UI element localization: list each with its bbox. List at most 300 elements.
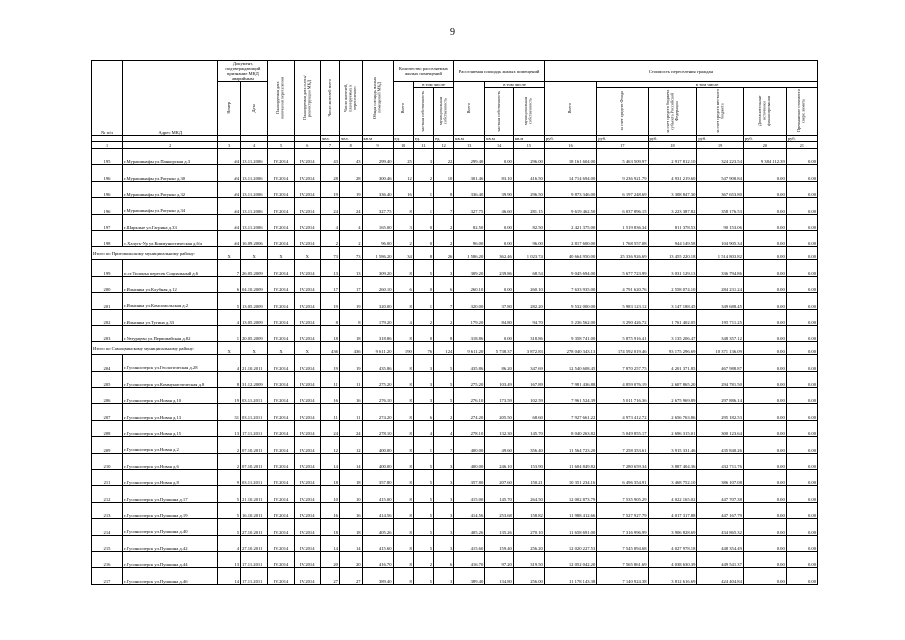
table-cell: 90 153.06 bbox=[697, 214, 743, 230]
table-cell: IV.2014 bbox=[268, 325, 294, 341]
table-cell: 319.50 bbox=[513, 551, 544, 567]
table-cell: 17 bbox=[339, 276, 362, 292]
table-cell: 389.40 bbox=[454, 568, 485, 584]
table-cell: 1 586.20 bbox=[454, 247, 485, 260]
table-row bbox=[92, 453, 818, 469]
table-cell: IV.2014 bbox=[294, 149, 320, 165]
table-cell: 389.40 bbox=[362, 568, 393, 584]
table-cell: 4 022 165.02 bbox=[648, 486, 697, 502]
table-cell: 6 bbox=[434, 551, 454, 567]
table-cell: 158.82 bbox=[513, 502, 544, 518]
table-cell: 0.00 bbox=[786, 437, 817, 453]
table-cell: 27.10.2011 bbox=[240, 535, 267, 551]
table-cell: 3 223 387.82 bbox=[648, 198, 697, 214]
table-row bbox=[92, 486, 818, 502]
table-cell: 0.00 bbox=[786, 309, 817, 325]
table-cell: 5 bbox=[413, 470, 433, 486]
table-cell: 1 bbox=[413, 181, 433, 197]
table-cell: IV.2014 bbox=[294, 309, 320, 325]
table-body bbox=[92, 149, 818, 585]
table-cell: 16.09.2006 bbox=[240, 230, 267, 246]
table-cell: 4 027 978.18 bbox=[648, 535, 697, 551]
table-cell: 0.00 bbox=[786, 551, 817, 567]
table-cell: 0.00 bbox=[743, 355, 786, 371]
table-cell: 18 bbox=[320, 325, 339, 341]
table-row bbox=[92, 198, 818, 214]
address-cell: г.Гусиноозерск ул.Новая д.6 bbox=[122, 453, 217, 469]
table-cell: 96.00 bbox=[362, 230, 393, 246]
table-cell: 24 bbox=[339, 420, 362, 436]
table-cell: 8 bbox=[393, 437, 413, 453]
table-cell: 0.00 bbox=[743, 309, 786, 325]
table-cell: 8 bbox=[434, 325, 454, 341]
table-cell: 282.20 bbox=[513, 293, 544, 309]
column-number: 5 bbox=[268, 142, 294, 149]
table-cell: 2 bbox=[393, 230, 413, 246]
table-cell: 207.60 bbox=[485, 470, 514, 486]
table-cell: 25 bbox=[393, 149, 413, 165]
table-cell: 13 bbox=[218, 420, 241, 436]
table-cell: 3 bbox=[434, 453, 454, 469]
table-cell: 165.00 bbox=[362, 214, 393, 230]
table-cell: 4 bbox=[218, 309, 241, 325]
table-cell: 447 167.79 bbox=[697, 502, 743, 518]
table-cell: 18 bbox=[339, 325, 362, 341]
table-cell: 3 bbox=[434, 519, 454, 535]
table-cell: IV.2014 bbox=[268, 230, 294, 246]
table-cell: 4 791 620.76 bbox=[597, 276, 648, 292]
table-cell: IV.2014 bbox=[294, 276, 320, 292]
table-cell: 213 bbox=[92, 502, 123, 518]
table-cell: 5 bbox=[413, 260, 433, 276]
table-cell: 96.00 bbox=[513, 230, 544, 246]
table-cell: 405.26 bbox=[362, 519, 393, 535]
table-cell: 200 bbox=[92, 276, 123, 292]
table-cell: 14 714 694.00 bbox=[544, 165, 596, 181]
subtotal-label: Итого по Приговальскому муниципальному району: bbox=[92, 247, 218, 260]
table-cell: IV.2014 bbox=[268, 388, 294, 404]
table-cell: 3 887 404.36 bbox=[648, 453, 697, 469]
table-cell: 0.00 bbox=[786, 486, 817, 502]
table-cell: 16.10.2011 bbox=[240, 502, 267, 518]
header-plan-finish: Планируемая дата окончания переселения bbox=[268, 61, 294, 136]
address-cell: г.Мурашинафы ул.Панкорская д.3 bbox=[122, 149, 217, 165]
table-cell: 8 bbox=[320, 309, 339, 325]
table-cell: 416.50 bbox=[513, 165, 544, 181]
table-cell: 415.60 bbox=[454, 535, 485, 551]
table-cell: 28 bbox=[320, 165, 339, 181]
table-cell: 253.68 bbox=[485, 502, 514, 518]
table-cell: IV.2014 bbox=[294, 502, 320, 518]
table-cell: 0.00 bbox=[743, 198, 786, 214]
table-cell: 190 bbox=[393, 342, 413, 355]
table-cell: 7 870 257.75 bbox=[597, 355, 648, 371]
table-cell: 13.11.2006 bbox=[240, 149, 267, 165]
table-cell: 16 bbox=[320, 388, 339, 404]
table-cell: 174 592 019.46 bbox=[597, 342, 648, 355]
table-cell: 13.11.2006 bbox=[240, 198, 267, 214]
table-cell: 294 781.50 bbox=[697, 371, 743, 387]
table-cell: 2 bbox=[434, 309, 454, 325]
table-cell: 0.00 bbox=[743, 325, 786, 341]
table-cell: 27 bbox=[339, 568, 362, 584]
column-number: 13 bbox=[454, 142, 485, 149]
table-cell: 5 677 723.99 bbox=[597, 260, 648, 276]
unit: кв.м bbox=[485, 136, 514, 142]
table-cell: 145.70 bbox=[485, 486, 514, 502]
table-cell: 0.00 bbox=[786, 355, 817, 371]
header-rooms-private: частная собственность bbox=[413, 88, 433, 136]
table-cell: 12 052 042.20 bbox=[544, 551, 596, 567]
table-cell: 205.50 bbox=[485, 404, 514, 420]
table-cell: 215 bbox=[92, 535, 123, 551]
unit: руб. bbox=[786, 136, 817, 142]
table-row bbox=[92, 404, 818, 420]
table-cell: IV.2014 bbox=[268, 276, 294, 292]
table-cell: 2 656 763.86 bbox=[648, 404, 697, 420]
table-cell: IV.2014 bbox=[294, 404, 320, 420]
table-cell: 8 bbox=[393, 325, 413, 341]
table-cell: 5 bbox=[413, 453, 433, 469]
table-cell: #4 bbox=[218, 181, 241, 197]
column-number: 4 bbox=[240, 142, 267, 149]
table-cell: 0.00 bbox=[786, 519, 817, 535]
table-cell: 4 bbox=[218, 535, 241, 551]
table-cell: 0 bbox=[413, 230, 433, 246]
header-people-count: Число жителей всего bbox=[320, 61, 339, 136]
table-cell: 205 bbox=[92, 371, 123, 387]
subtotal-row bbox=[92, 247, 818, 260]
table-cell: 43 bbox=[339, 149, 362, 165]
table-cell: X bbox=[294, 342, 320, 355]
address-cell: г.Гусиноозерск ул.Новая д.15 bbox=[122, 420, 217, 436]
table-cell: IV.2014 bbox=[294, 198, 320, 214]
unit: руб. bbox=[597, 136, 648, 142]
table-cell: 284 231.24 bbox=[697, 276, 743, 292]
table-cell: 11 bbox=[339, 371, 362, 387]
table-cell: 7 bbox=[434, 198, 454, 214]
address-cell: г.Мурашинафы ул.Ратунко д.34 bbox=[122, 198, 217, 214]
table-cell: 159.40 bbox=[485, 535, 514, 551]
table-cell: IV.2014 bbox=[268, 568, 294, 584]
table-row bbox=[92, 371, 818, 387]
table-cell: 37.80 bbox=[485, 293, 514, 309]
table-cell: 11 bbox=[320, 404, 339, 420]
header-area: Расселяемая площадь жилых помещений bbox=[454, 61, 545, 82]
header-cost-extra: Дополнительные источники финансирования bbox=[743, 88, 786, 136]
table-cell: 327.75 bbox=[362, 198, 393, 214]
table-cell: 264.50 bbox=[513, 486, 544, 502]
table-cell: 43 bbox=[320, 149, 339, 165]
table-cell: IV.2014 bbox=[294, 486, 320, 502]
table-cell: 11 658 691.00 bbox=[544, 519, 596, 535]
table-cell: 28 bbox=[339, 165, 362, 181]
table-cell: 197 bbox=[92, 214, 123, 230]
table-cell: 11 bbox=[320, 371, 339, 387]
table-cell: 3 872.83 bbox=[513, 342, 544, 355]
table-cell: 0.00 bbox=[786, 453, 817, 469]
table-cell: 5 bbox=[434, 388, 454, 404]
table-cell: 0.00 bbox=[786, 568, 817, 584]
header-cost-surplus: Превышение стоимости сверх лимита bbox=[786, 88, 817, 136]
table-cell: 207 bbox=[92, 404, 123, 420]
table-cell: 124 bbox=[434, 342, 454, 355]
table-header bbox=[92, 61, 818, 149]
table-cell: IV.2014 bbox=[268, 355, 294, 371]
header-area-incl: в том числе bbox=[485, 82, 545, 88]
table-cell: 26 bbox=[434, 247, 454, 260]
table-cell: 349 688.45 bbox=[697, 293, 743, 309]
table-cell: 83.10 bbox=[485, 165, 514, 181]
table-cell: 0.00 bbox=[485, 230, 514, 246]
address-cell: г.Гусиноозерск ул.Новая д.13 bbox=[122, 404, 217, 420]
table-cell: 10 371 136.09 bbox=[697, 342, 743, 355]
table-cell: IV.2014 bbox=[294, 388, 320, 404]
table-cell: 12 bbox=[320, 437, 339, 453]
table-cell: 14 bbox=[320, 535, 339, 551]
table-cell: 198 bbox=[92, 230, 123, 246]
table-cell: 5 875 916.41 bbox=[597, 325, 648, 341]
table-cell: 16 bbox=[320, 502, 339, 518]
table-cell: 0.00 bbox=[485, 214, 514, 230]
table-cell: 19 bbox=[339, 355, 362, 371]
table-cell: 3 bbox=[393, 214, 413, 230]
table-cell: 8 bbox=[393, 404, 413, 420]
table-cell: X bbox=[218, 342, 241, 355]
table-cell: 246.10 bbox=[485, 453, 514, 469]
table-cell: 424 404.84 bbox=[697, 568, 743, 584]
address-cell: г.Илыинка ул.Тугина д.33 bbox=[122, 309, 217, 325]
table-cell: 9 358 741.00 bbox=[544, 325, 596, 341]
address-cell: г.Гусиноозерск ул.Геологическая д.28 bbox=[122, 355, 217, 371]
table-row bbox=[92, 165, 818, 181]
table-cell: 13.05.2009 bbox=[240, 293, 267, 309]
table-cell: 0.00 bbox=[786, 247, 817, 260]
table-cell: 8 bbox=[393, 453, 413, 469]
table-cell: 260.10 bbox=[454, 276, 485, 292]
table-cell: 102.59 bbox=[513, 388, 544, 404]
page-number: 9 bbox=[450, 27, 455, 38]
address-cell: г.Мурашинафы ул.Ратунко д.32 bbox=[122, 181, 217, 197]
table-cell: 9 532 000.00 bbox=[544, 293, 596, 309]
table-cell: 7 565 861.69 bbox=[597, 551, 648, 567]
table-cell: 0.00 bbox=[743, 453, 786, 469]
unit: ед. bbox=[393, 136, 413, 142]
table-cell: 19 bbox=[339, 181, 362, 197]
table-cell: 296.50 bbox=[513, 181, 544, 197]
table-cell: 5 bbox=[434, 355, 454, 371]
table-cell: 274.20 bbox=[362, 404, 393, 420]
table-cell: 26.05.2009 bbox=[240, 260, 267, 276]
table-cell: 8 bbox=[393, 470, 413, 486]
table-cell: IV.2014 bbox=[294, 519, 320, 535]
table-cell: IV.2014 bbox=[294, 453, 320, 469]
table-cell: 8 bbox=[393, 535, 413, 551]
table-cell: 260.10 bbox=[513, 276, 544, 292]
table-cell: 415.00 bbox=[362, 486, 393, 502]
table-cell: 281.15 bbox=[513, 198, 544, 214]
table-cell: 3 bbox=[413, 149, 433, 165]
column-number: 10 bbox=[393, 142, 413, 149]
table-cell: 1 761 402.05 bbox=[648, 309, 697, 325]
table-cell: 5 bbox=[413, 502, 433, 518]
table-cell: 318.86 bbox=[362, 325, 393, 341]
table-cell: 400.00 bbox=[454, 453, 485, 469]
table-cell: 3 468 752.10 bbox=[648, 470, 697, 486]
table-row bbox=[92, 519, 818, 535]
table-cell: 2 bbox=[218, 453, 241, 469]
table-cell: 0.00 bbox=[743, 165, 786, 181]
table-cell: 449 541.37 bbox=[697, 551, 743, 567]
unit: руб. bbox=[544, 136, 596, 142]
table-cell: 3 bbox=[413, 355, 433, 371]
table-cell: 400.00 bbox=[454, 437, 485, 453]
table-cell: 3 bbox=[434, 486, 454, 502]
table-cell: IV.2014 bbox=[268, 437, 294, 453]
table-cell: 212 bbox=[92, 486, 123, 502]
table-cell: 0.00 bbox=[786, 230, 817, 246]
table-cell: #4 bbox=[218, 214, 241, 230]
table-cell: IV.2014 bbox=[268, 502, 294, 518]
column-number: 14 bbox=[485, 142, 514, 149]
column-number: 8 bbox=[339, 142, 362, 149]
table-cell: 4 bbox=[218, 355, 241, 371]
table-cell: 13 bbox=[320, 260, 339, 276]
table-cell: 3 290 426.72 bbox=[597, 309, 648, 325]
table-cell: 5 463 509.97 bbox=[597, 149, 648, 165]
table-cell: 13.11.2006 bbox=[240, 165, 267, 181]
table-row bbox=[92, 276, 818, 292]
header-rooms-total: Всего bbox=[393, 82, 413, 136]
header-document: Документ, подтверждающий признание МКД аварийным bbox=[218, 61, 268, 82]
table-cell: 467 988.87 bbox=[697, 355, 743, 371]
table-cell: 03.11.2011 bbox=[240, 388, 267, 404]
table-cell: #4 bbox=[218, 230, 241, 246]
table-cell: 0.00 bbox=[743, 420, 786, 436]
table-cell: 11 178 143.38 bbox=[544, 568, 596, 584]
column-number: 11 bbox=[413, 142, 433, 149]
table-cell: IV.2014 bbox=[268, 420, 294, 436]
table-cell: 1 bbox=[413, 437, 433, 453]
table-cell: 8 bbox=[393, 355, 413, 371]
table-cell: IV.2014 bbox=[294, 260, 320, 276]
resettlement-table bbox=[91, 60, 818, 585]
table-cell: 10 bbox=[339, 486, 362, 502]
table-cell: 4 017 317.88 bbox=[648, 502, 697, 518]
table-cell: 309.20 bbox=[362, 260, 393, 276]
table-cell: 103.49 bbox=[485, 371, 514, 387]
table-cell: 7 280 659.34 bbox=[597, 453, 648, 469]
table-cell: 07.10.2011 bbox=[240, 437, 267, 453]
column-numbers-row bbox=[92, 142, 818, 149]
unit: кв.м bbox=[362, 136, 393, 142]
table-cell: 18 161 604.00 bbox=[544, 149, 596, 165]
table-cell: 12 bbox=[339, 437, 362, 453]
table-cell: 8 bbox=[339, 309, 362, 325]
header-plan-demolish: Планируемая дата сноса/реконструкции МКД bbox=[294, 61, 320, 136]
table-cell: 405.26 bbox=[454, 519, 485, 535]
table-cell: 07.10.2011 bbox=[240, 453, 267, 469]
table-cell: 0.00 bbox=[743, 181, 786, 197]
table-cell: 358 176.53 bbox=[697, 198, 743, 214]
table-cell: IV.2014 bbox=[294, 470, 320, 486]
address-cell: г.Гусиноозерск ул.Новая д.8 bbox=[122, 470, 217, 486]
table-cell: 7 bbox=[434, 293, 454, 309]
table-cell: 18 bbox=[339, 470, 362, 486]
table-cell: 179.20 bbox=[362, 309, 393, 325]
table-cell: 4 973 412.72 bbox=[597, 404, 648, 420]
table-cell: 5 011 716.36 bbox=[597, 388, 648, 404]
table-cell: IV.2014 bbox=[268, 198, 294, 214]
table-cell: 300.46 bbox=[362, 165, 393, 181]
table-cell: 210 bbox=[92, 453, 123, 469]
table-cell: 8 bbox=[393, 293, 413, 309]
table-cell: 96.00 bbox=[454, 230, 485, 246]
table-cell: 3 906 828.69 bbox=[648, 519, 697, 535]
table-cell: 327.75 bbox=[454, 198, 485, 214]
table-cell: X bbox=[240, 247, 267, 260]
table-cell: 195 bbox=[92, 149, 123, 165]
table-cell: 434 865.32 bbox=[697, 519, 743, 535]
table-cell: 2 817 600.00 bbox=[544, 230, 596, 246]
table-cell: 18 bbox=[320, 470, 339, 486]
table-cell: 2 bbox=[320, 230, 339, 246]
table-row bbox=[92, 214, 818, 230]
table-cell: 86.20 bbox=[485, 355, 514, 371]
table-cell: 348 357.12 bbox=[697, 325, 743, 341]
table-cell: 4 931 219.60 bbox=[648, 165, 697, 181]
table-cell: 0.00 bbox=[743, 519, 786, 535]
table-cell: IV.2014 bbox=[294, 181, 320, 197]
table-cell: 0.00 bbox=[743, 502, 786, 518]
table-cell: 0.00 bbox=[485, 276, 514, 292]
table-cell: 31 bbox=[218, 404, 241, 420]
table-cell: 13.11.2006 bbox=[240, 214, 267, 230]
column-number: 12 bbox=[434, 142, 454, 149]
table-cell: 7 981 436.88 bbox=[544, 371, 596, 387]
table-cell: 0.00 bbox=[743, 214, 786, 230]
table-cell: 2 bbox=[413, 551, 433, 567]
table-cell: 2 bbox=[434, 230, 454, 246]
table-cell: 415.60 bbox=[362, 535, 393, 551]
address-cell: с.Халугь-Ур ул.Коммунистическая д.6/а bbox=[122, 230, 217, 246]
header-doc-date: Дата bbox=[240, 82, 267, 136]
table-cell: 208 bbox=[92, 420, 123, 436]
table-cell: 3 bbox=[434, 502, 454, 518]
table-cell: 12 540 608.45 bbox=[544, 355, 596, 371]
table-cell: 8 bbox=[393, 371, 413, 387]
table-cell: 0.00 bbox=[743, 437, 786, 453]
header-address: Адрес МКД bbox=[122, 61, 217, 136]
table-cell: 400.00 bbox=[362, 453, 393, 469]
header-rooms-incl: в том числе bbox=[413, 82, 454, 88]
table-cell: 6 bbox=[413, 404, 433, 420]
table-cell: 5 bbox=[218, 519, 241, 535]
table-cell: 145.70 bbox=[513, 420, 544, 436]
table-cell: 3 812 616.69 bbox=[648, 568, 697, 584]
table-cell: 0.00 bbox=[485, 325, 514, 341]
header-no: № п/п bbox=[92, 61, 123, 136]
table-cell: 21.10.2011 bbox=[240, 355, 267, 371]
table-cell: IV.2014 bbox=[294, 293, 320, 309]
table-cell: 0.00 bbox=[743, 568, 786, 584]
table-cell: X bbox=[268, 247, 294, 260]
address-cell: г.Увтурцево ул.Первомайская д.82 bbox=[122, 325, 217, 341]
table-cell: 0.00 bbox=[743, 342, 786, 355]
table-cell: IV.2014 bbox=[294, 551, 320, 567]
table-cell: 1 519 836.34 bbox=[597, 214, 648, 230]
table-cell: 40 664 950.00 bbox=[544, 247, 596, 260]
